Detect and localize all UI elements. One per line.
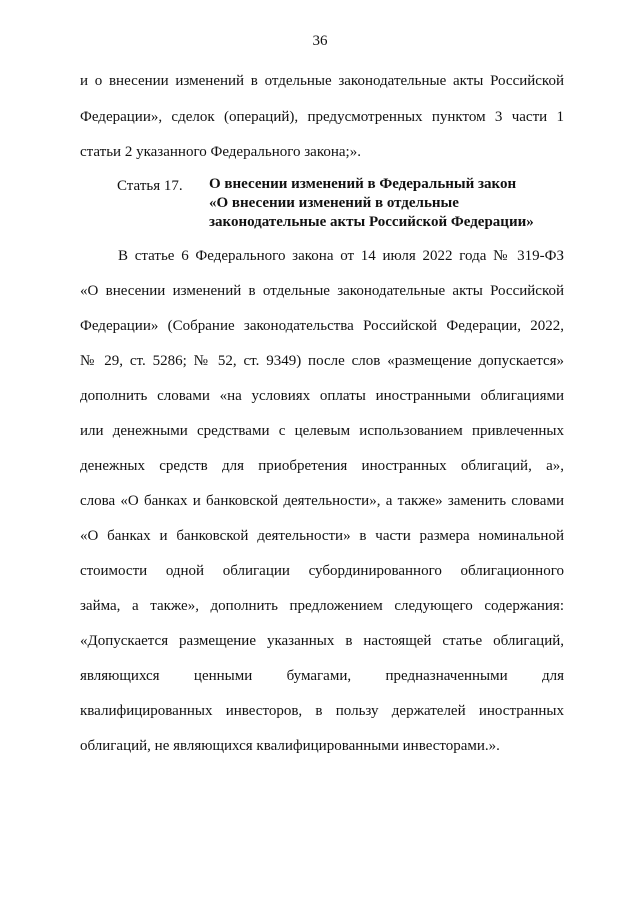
text-line: «Допускается размещение указанных в настоящей статье облигаций, [80,633,564,649]
article-title-line: «О внесении изменений в отдельные [209,195,459,211]
text-line: «О банках и банковской деятельности» в части размера номинальной [80,528,564,544]
article-title [209,175,534,232]
text-line: № 29, ст. 5286; № 52, ст. 9349) после слов «размещение допускается» [80,353,564,369]
text-line: облигаций, не являющихся квалифицированными инвесторами.». [80,738,500,754]
text-line: займа, а также», дополнить предложением следующего содержания: [80,598,564,614]
text-line: слова «О банках и банковской деятельности», а также» заменить словами [80,493,564,509]
text-line: квалифицированных инвесторов, в пользу держателей иностранных [80,703,564,719]
article-title-line: О внесении изменений в Федеральный закон [209,176,517,192]
text-line: и о внесении изменений в отдельные законодательные акты Российской [80,73,564,89]
text-line: статьи 2 указанного Федерального закона;». [80,144,361,160]
text-line: дополнить словами «на условиях оплаты иностранными облигациями [80,388,564,404]
text-line: денежных средств для приобретения иностранных облигаций, а», [80,458,564,474]
text-line: Федерации» (Собрание законодательства Российской Федерации, 2022, [80,318,564,334]
text-line: «О внесении изменений в отдельные законодательные акты Российской [80,283,564,299]
text-line: являющихся ценными бумагами, предназначенными для [80,668,564,684]
text-line: стоимости одной облигации субординированного облигационного [80,563,564,579]
page-number: 36 [312,33,328,49]
article-label: Статья 17. [117,178,183,194]
text-line: или денежными средствами с целевым использованием привлеченных [80,423,564,439]
text-line: Федерации», сделок (операций), предусмотренных пунктом 3 части 1 [80,109,564,125]
article-title-line: законодательные акты Российской Федерации» [209,214,534,230]
text-line: В статье 6 Федерального закона от 14 июля 2022 года № 319-ФЗ [118,248,564,264]
